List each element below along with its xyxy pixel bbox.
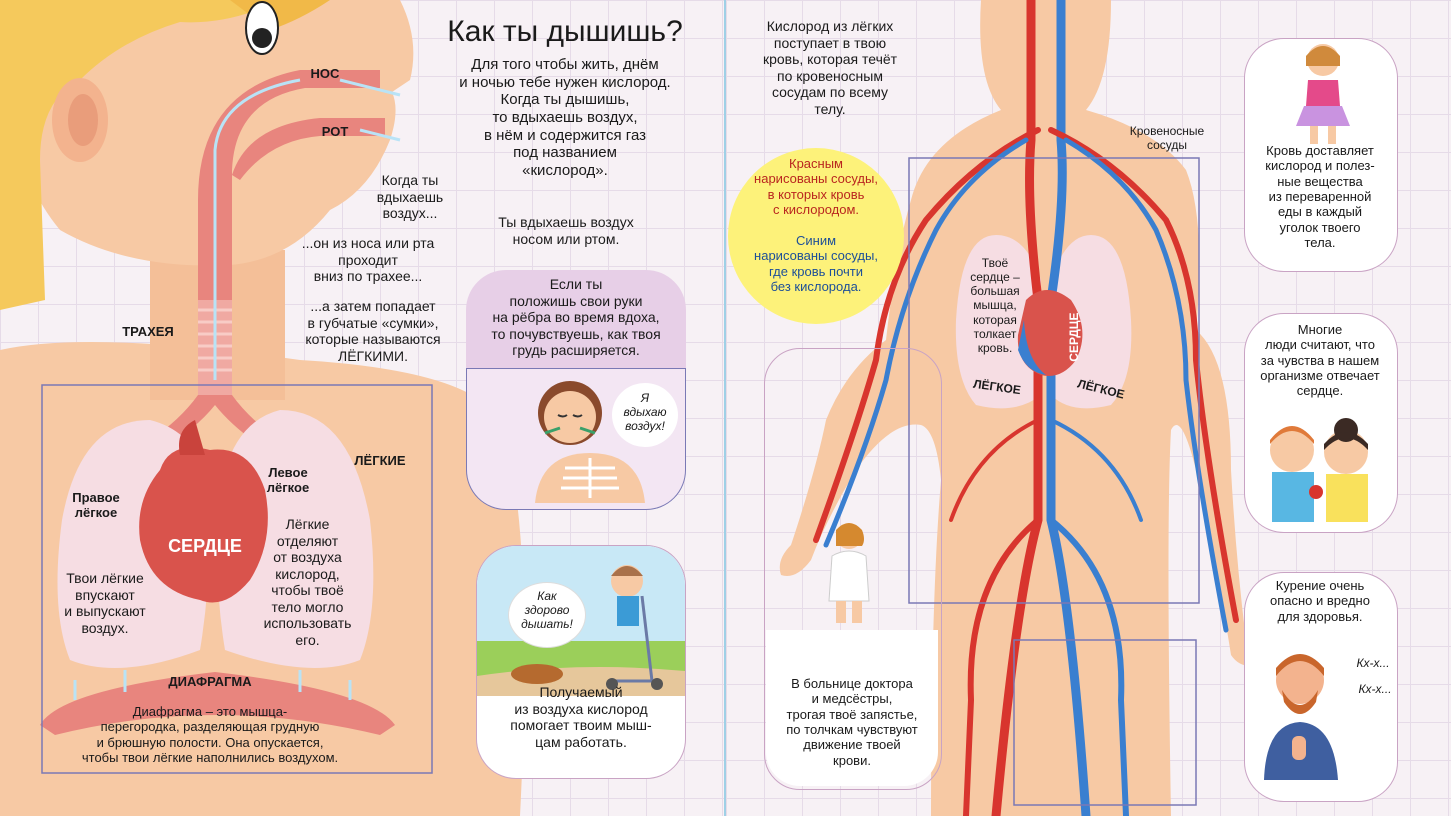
label-right-lung: Правое лёгкое: [72, 490, 120, 521]
muscles-card-text: Получаемый из воздуха кислород помогает твоим мыш- цам работать.: [510, 684, 652, 750]
vessels-label: Кровеносные сосуды: [1129, 124, 1205, 153]
cough-text-1: Кх-х...: [1356, 656, 1390, 670]
step-1-text: Когда ты вдыхаешь воздух...: [376, 172, 444, 222]
label-diaphragm: ДИАФРАГМА: [168, 674, 252, 689]
heart-text: Твоё сердце – большая мышца, которая толкает кровь.: [970, 256, 1020, 355]
label-trachea: ТРАХЕЯ: [122, 324, 174, 339]
lungs-function-text: Лёгкие отделяют от воздуха кислород, чтобы твоё тело могло использовать его.: [263, 516, 352, 648]
oxygen-text: Кислород из лёгких поступает в твою кровь, которая течёт по кровеносным сосудам по всему телу.: [762, 18, 898, 117]
cough-text-2: Кх-х...: [1358, 682, 1392, 696]
inhale-text: Ты вдыхаешь воздух носом или ртом.: [498, 214, 634, 247]
title: Как ты дышишь?: [447, 15, 683, 48]
boy-speech-bubble: Как здорово дышать!: [508, 582, 586, 648]
blood-card-text: Кровь доставляет кислород и полез- ные вещества из переваренной еды в каждый уголок твоего тела.: [1265, 143, 1375, 250]
label-mouth: РОТ: [321, 124, 349, 139]
ribs-card-text: Если ты положишь свои руки на рёбра во время вдоха, то почувствуешь, как твоя грудь расширяется.: [491, 276, 661, 359]
step-2-text: ...он из носа или рта проходит вниз по трахее...: [301, 235, 435, 285]
feelings-card-text: Многие люди считают, что за чувства в нашем организме отвечает сердце.: [1260, 322, 1380, 399]
girl-dancing-illustration: [1268, 38, 1378, 148]
muscles-card: [476, 545, 686, 779]
label-lung-left: ЛЁГКОЕ: [972, 376, 1022, 398]
step-3-text: ...а затем попадает в губчатые «сумки», которые называются ЛЁГКИМИ.: [305, 298, 441, 364]
label-nose: НОС: [310, 66, 340, 81]
label-lung-right: ЛЁГКОЕ: [1076, 376, 1126, 402]
diaphragm-text: Диафрагма – это мышца- перегородка, разделяющая грудную и брюшную полости. Она опускается, чтобы твои лёгкие наполнились воздухом.: [81, 704, 339, 765]
girl-speech-bubble: Я вдыхаю воздух!: [612, 383, 678, 447]
coughing-man-illustration: [1254, 640, 1354, 780]
left-page: [0, 0, 725, 816]
kids-illustration: [1254, 412, 1384, 522]
right-page: [726, 0, 1451, 816]
doctors-text: В больнице доктора и медсёстры, трогая твоё запястье, по толчкам чувствуют движение твоей крови.: [786, 676, 918, 768]
legend-red-text: Красным нарисованы сосуды, в которых кровь с кислородом.: [754, 156, 878, 217]
smoking-card-text: Курение очень опасно и вредно для здоровья.: [1270, 578, 1370, 624]
label-left-lung: Левое лёгкое: [266, 465, 310, 496]
label-heart: СЕРДЦЕ: [168, 536, 242, 556]
legend-blue-text: Синим нарисованы сосуды, где кровь почти без кислорода.: [754, 233, 878, 294]
doctor-illustration: [814, 516, 884, 626]
label-lungs: ЛЁГКИЕ: [354, 453, 406, 468]
lungs-text: Твои лёгкие впускают и выпускают воздух.: [64, 570, 146, 636]
label-heart-right: СЕРДЦЕ: [1066, 312, 1081, 362]
intro-text: Для того чтобы жить, днём и ночью тебе нужен кислород. Когда ты дышишь, то вдыхаешь воздух, в нём и содержится газ под названием «кислород».: [459, 56, 671, 180]
